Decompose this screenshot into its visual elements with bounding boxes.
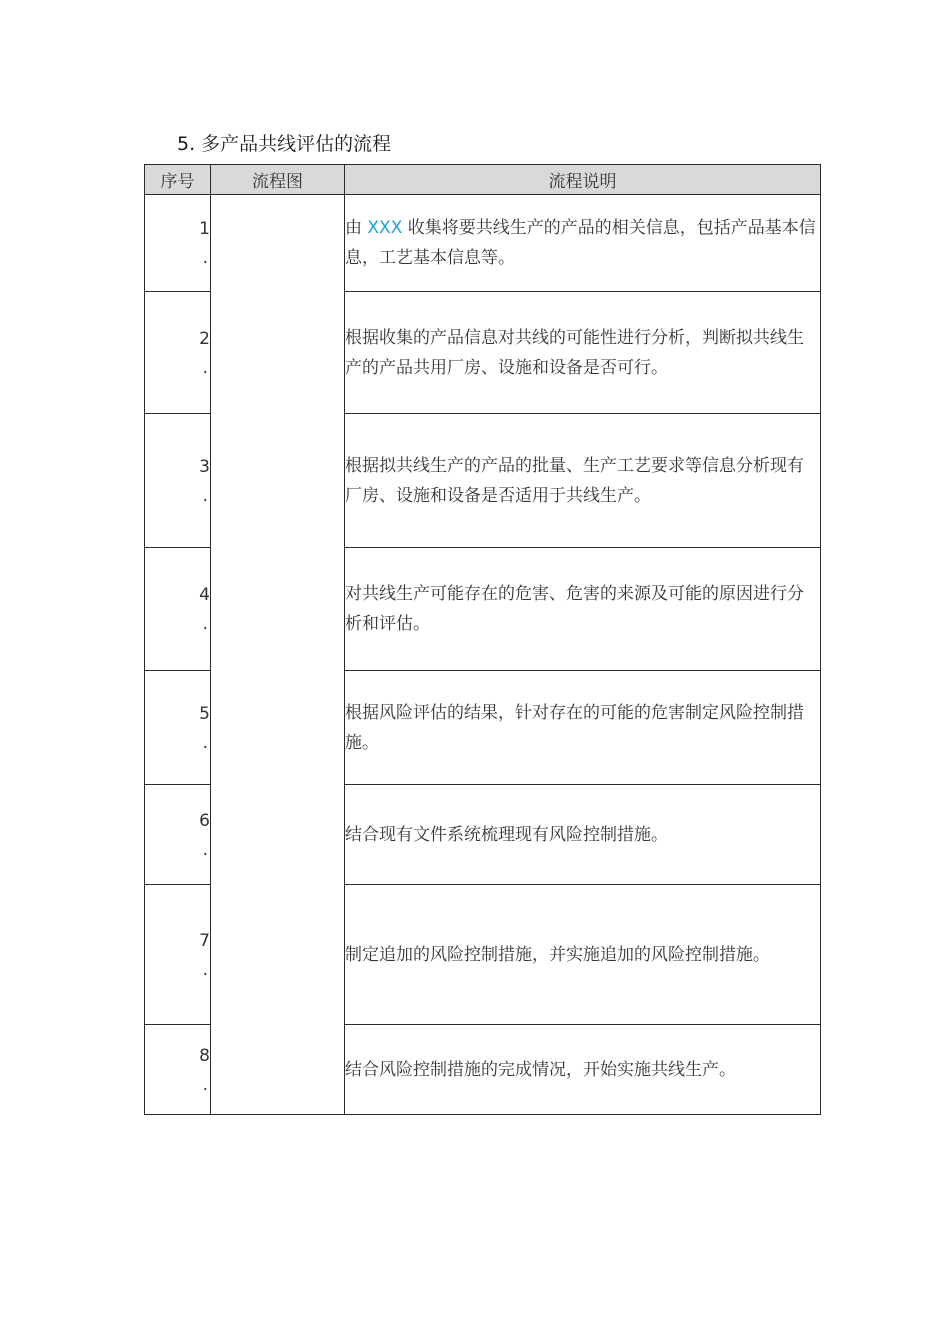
row-seq [145, 414, 211, 548]
seq-dot: . [202, 248, 208, 268]
flowchart-cell [211, 195, 345, 1115]
seq-dot: . [202, 1074, 208, 1095]
desc-text: 结合风险控制措施的完成情况，开始实施共线生产。 [345, 1059, 736, 1080]
desc-text: 根据风险评估的结果，针对存在的可能的危害制定风险控制措施。 [345, 702, 804, 753]
seq-dot: . [202, 357, 208, 378]
desc-prefix: 由 [345, 218, 368, 238]
header-description: 流程说明 [345, 165, 821, 195]
seq-number: 1 [199, 219, 210, 239]
process-table [144, 164, 821, 1115]
desc-text: 对共线生产可能存在的危害、危害的来源及可能的原因进行分析和评估。 [345, 584, 804, 634]
seq-number: 2 [199, 328, 210, 349]
table-header-row [145, 165, 821, 195]
seq-dot: . [202, 485, 208, 506]
row-seq [145, 1025, 211, 1115]
seq-number: 5 [199, 703, 210, 724]
row-description [345, 1025, 821, 1115]
seq-dot: . [202, 959, 208, 980]
row-description [345, 292, 821, 414]
section-title: 5. 多产品共线评估的流程 [177, 133, 392, 155]
seq-number: 6 [199, 810, 210, 831]
row-description [345, 414, 821, 548]
header-flowchart: 流程图 [211, 165, 345, 195]
seq-dot: . [202, 732, 208, 753]
seq-number: 8 [199, 1045, 210, 1066]
seq-dot: . [202, 839, 208, 860]
table-row [145, 195, 821, 292]
row-seq [145, 548, 211, 671]
seq-dot: . [202, 614, 208, 634]
seq-number: 3 [199, 456, 210, 477]
row-seq [145, 785, 211, 885]
row-seq [145, 671, 211, 785]
seq-number: 7 [199, 930, 210, 951]
seq-number: 4 [199, 585, 210, 605]
row-description [345, 548, 821, 671]
desc-text: 结合现有文件系统梳理现有风险控制措施。 [345, 824, 668, 845]
desc-text: 制定追加的风险控制措施，并实施追加的风险控制措施。 [345, 944, 770, 965]
desc-text: 根据拟共线生产的产品的批量、生产工艺要求等信息分析现有厂房、设施和设备是否适用于共线生产。 [345, 455, 804, 506]
header-seq: 序号 [145, 165, 211, 195]
row-description [345, 885, 821, 1025]
desc-text: 收集将要共线生产的产品的相关信息，包括产品基本信息，工艺基本信息等。 [345, 218, 816, 268]
row-description [345, 195, 821, 292]
desc-text: 根据收集的产品信息对共线的可能性进行分析，判断拟共线生产的产品共用厂房、设施和设备是否可行。 [345, 327, 804, 378]
row-seq [145, 195, 211, 292]
row-description [345, 671, 821, 785]
row-seq [145, 292, 211, 414]
row-seq [145, 885, 211, 1025]
row-description [345, 785, 821, 885]
desc-highlight: XXX [367, 218, 403, 238]
